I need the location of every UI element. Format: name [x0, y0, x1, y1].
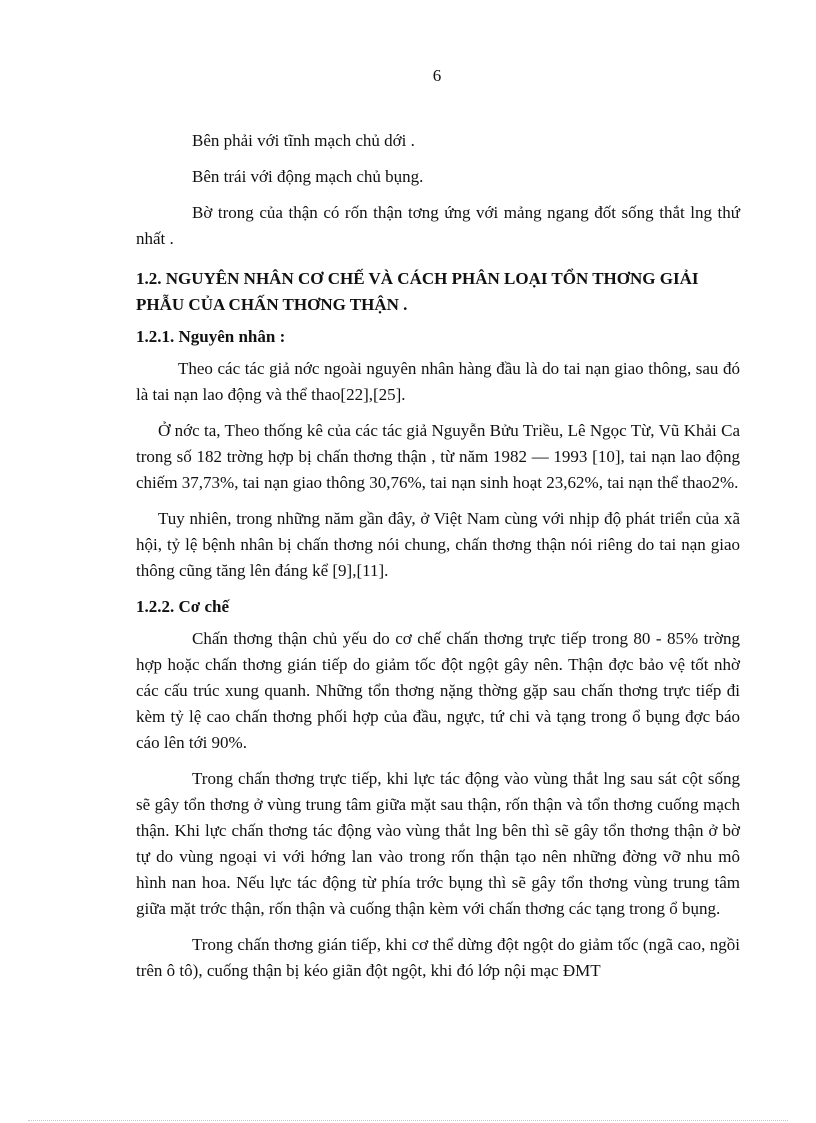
footer-divider — [28, 1120, 788, 1121]
mechanism-paragraph-3: Trong chấn thơng gián tiếp, khi cơ thể dừng đột ngột do giảm tốc (ngã cao, ngồi trên ô tô), cuống thận bị kéo giãn đột ngột, khi đó lớp nội mạc ĐMT — [136, 935, 740, 980]
intro-line-1: Bên phải với tĩnh mạch chủ dới . — [192, 131, 415, 150]
causes-paragraph-1: Theo các tác giả nớc ngoài nguyên nhân hàng đầu là do tai nạn giao thông, sau đó là tai nạn lao động và thể thao[22],[25]. — [136, 359, 740, 404]
page-number: 6 — [432, 66, 442, 85]
mechanism-paragraph-2: Trong chấn thơng trực tiếp, khi lực tác động vào vùng thắt lng sau sát cột sống sẽ gây tổn thơng ở vùng trung tâm giữa mặt sau thận, rốn thận và tổn thơng cuống mạch thận. Khi lực chấn thơng tác động vào vùng thắt lng bên thì sẽ gây tổn thơng thận ở bờ tự do vùng ngoại vi với hớng lan vào trong rốn thận tạo nên những đờng vỡ nhu mô hình nan hoa. Nếu lực tác động từ phía trớc bụng thì sẽ gây tổn thơng vùng trung tâm giữa mặt trớc thận, rốn thận và cuống thận kèm với chấn thơng các tạng trong ổ bụng. — [136, 769, 740, 918]
causes-paragraph-2: Ở nớc ta, Theo thống kê của các tác giả Nguyễn Bửu Triều, Lê Ngọc Từ, Vũ Khải Ca trong số 182 trờng hợp bị chấn thơng thận , từ năm 1982 — 1993 [10], tai nạn lao động chiếm 37,73%, tai nạn giao thông 30,76%, tai nạn sinh hoạt 23,62%, tai nạn thể thao2%. — [136, 421, 740, 492]
mechanism-paragraph-1: Chấn thơng thận chủ yếu do cơ chế chấn thơng trực tiếp trong 80 - 85% trờng hợp hoặc chấn thơng gián tiếp do giảm tốc đột ngột gây nên. Thận đợc bảo vệ tốt nhờ các cấu trúc xung quanh. Những tổn thơng nặng thờng gặp sau chấn thơng trực tiếp đi kèm tỷ lệ cao chấn thơng phối hợp của đầu, ngực, tứ chi và tạng trong ổ bụng đợc báo cáo lên tới 90%. — [136, 629, 740, 752]
intro-line-2: Bên trái với động mạch chủ bụng. — [192, 167, 424, 186]
document-body — [136, 128, 740, 994]
subsection-heading-causes: 1.2.1. Nguyên nhân : — [136, 327, 286, 346]
section-heading: 1.2. NGUYÊN NHÂN CƠ CHẾ VÀ CÁCH PHÂN LOẠI TỔN THƠNG GIẢI PHẪU CỦA CHẤN THƠNG THẬN . — [136, 269, 699, 314]
causes-paragraph-3: Tuy nhiên, trong những năm gần đây, ở Việt Nam cùng với nhịp độ phát triển của xã hội, tỷ lệ bệnh nhân bị chấn thơng nói chung, chấn thơng thận nói riêng do tai nạn giao thông cũng tăng lên đáng kể [9],[11]. — [136, 509, 740, 580]
subsection-heading-mechanism: 1.2.2. Cơ chế — [136, 597, 229, 616]
intro-paragraph-3: Bờ trong của thận có rốn thận tơng ứng với mảng ngang đốt sống thắt lng thứ nhất . — [136, 203, 740, 248]
